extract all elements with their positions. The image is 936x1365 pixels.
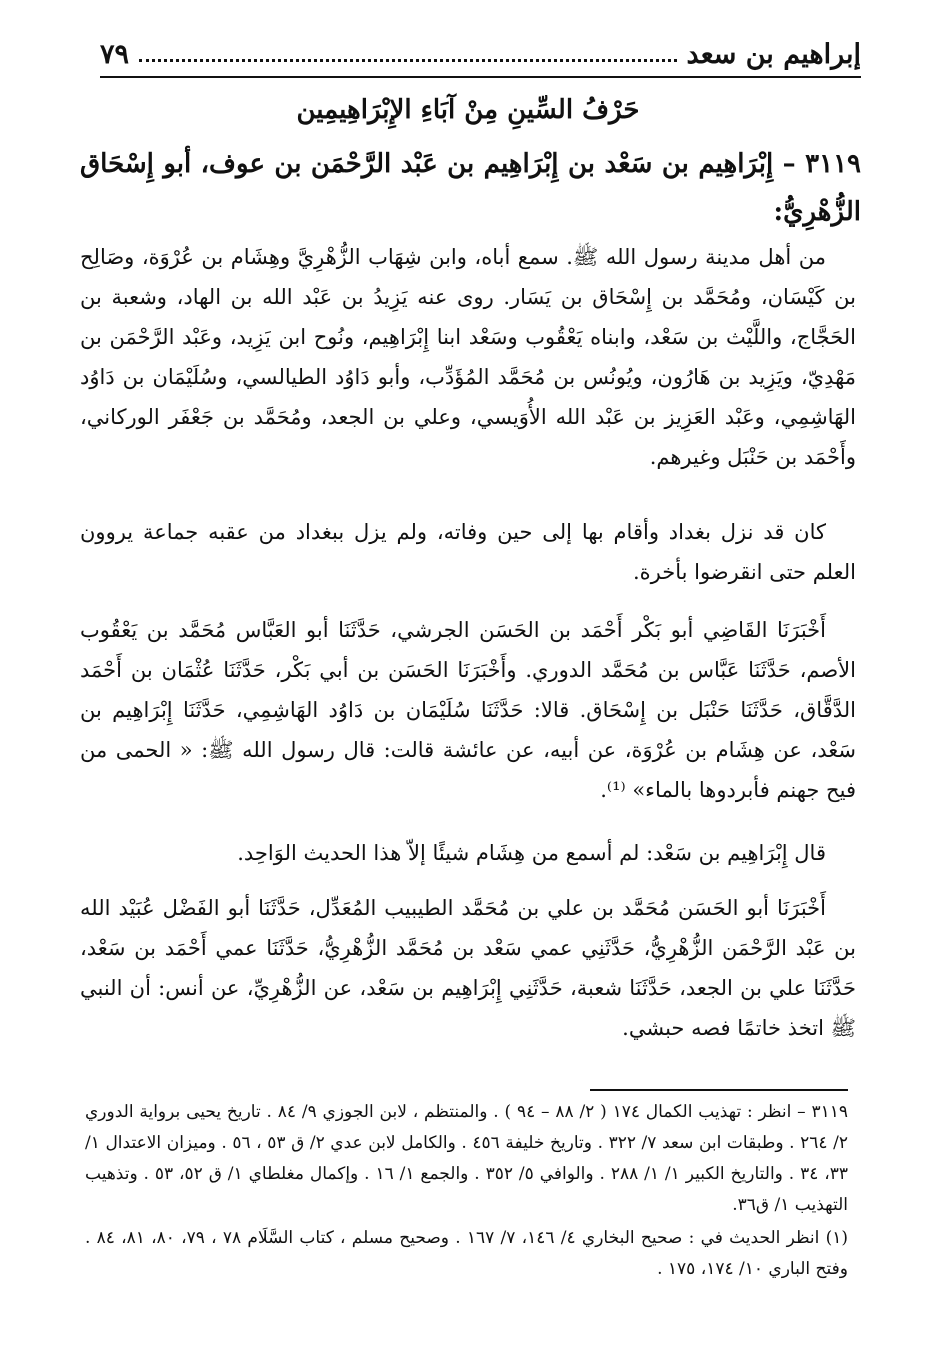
header-dot-leader — [139, 59, 677, 62]
running-header-title: إبراهيم بن سعد — [686, 39, 861, 70]
quote-paragraph — [80, 833, 856, 873]
entry-heading: ٣١١٩ – إِبْرَاهِيم بن سَعْد بن إِبْرَاهِيم بن عَبْد الرَّحْمَن بن عوف، أبو إِسْحَاق الزُّهْرِيُّ: — [80, 149, 861, 227]
paragraph-text: أَخْبَرَنَا القَاضِي أبو بَكْر أَحْمَد بن الحَسَن الجرشي، حَدَّثَنَا أبو العَبَّاس مُحَمَّد بن يَعْقُوب الأصم، حَدَّثَنَا عَبَّاس بن مُحَمَّد الدوري. وأَخْبَرَنَا الحَسَن بن أبي بَكْر، حَدَّثَنَا عُثْمَان بن أَحْمَد الدَّقَّاق، حَدَّثَنَا حَنْبَل بن إِسْحَاق. قالا: حَدَّثَنَا سُلَيْمَان بن دَاوُد الهَاشِمِي، حَدَّثَنَا إِبْرَاهِيم بن سَعْد، عن هِشَام بن عُرْوَة، عن أبيه، عن عائشة قالت: قال رسول الله ﷺ: « الحمى من فيح جهنم فأبردوها بالماء» ⁽¹⁾. — [80, 618, 856, 802]
footnotes — [85, 1097, 848, 1287]
paragraph-text: قال إِبْرَاهِيم بن سَعْد: لم أسمع من هِشَام شيئًا إلاّ هذا الحديث الوَاحِد. — [237, 841, 826, 865]
page-number: ٧٩ — [100, 39, 130, 70]
running-header — [100, 26, 861, 78]
footnote-hadith-references: (١) انظر الحديث في : صحيح البخاري ٤/ ١٤٦، ٧/ ١٦٧ . وصحيح مسلم ، كتاب السَّلَام ٧٨ ، ٧٩، ٨٠، ٨١، ٨٤ . وفتح الباري ١٠/ ١٧٤، ١٧٥ . — [85, 1228, 849, 1279]
paragraph-text: كان قد نزل بغداد وأقام بها إلى حين وفاته، ولم يزل ببغداد من عقبه جماعة يروون العلم حتى انقرضوا بأخرة. — [80, 520, 856, 584]
section-heading: حَرْفُ السِّينِ مِنْ آبَاءِ الإِبْرَاهِيمِين — [296, 95, 640, 125]
paragraph-text: من أهل مدينة رسول الله ﷺ. سمع أباه، وابن شِهَاب الزُّهْرِيَّ وهِشَام بن عُرْوَة، وصَالِح بن كَيْسَان، ومُحَمَّد بن إِسْحَاق بن يَسَار. روى عنه يَزِيدُ بن عَبْد الله بن الهاد، وشعبة بن الحَجَّاج، واللَّيْث بن سَعْد، وابناه يَعْقُوب وسَعْد ابنا إِبْرَاهِيم، ونُوح ابن يَزِيد، وعَبْد الرَّحْمَن بن مَهْدِيّ، ويَزِيد بن هَارُون، ويُونُس بن مُحَمَّد المُؤَدِّب، وأبو دَاوُد الطيالسي، وسُلَيْمَان بن دَاوُد الهَاشِمِي، وعَبْد العَزِيز بن عَبْد الله الأُوَيسي، وعلي بن الجعد، ومُحَمَّد بن جَعْفَر الوركاني، وأَحْمَد بن حَنْبَل وغيرهم. — [80, 245, 856, 469]
footnote-sources: ٣١١٩ – انظر : تهذيب الكمال ١٧٤ ( ٢/ ٨٨ – ٩٤ ) . والمنتظم ، لابن الجوزي ٩/ ٨٤ . تاريخ يحيى برواية الدوري ٢/ ٢٦٤ . وطبقات ابن سعد ٧/ ٣٢٢ . وتاريخ خليفة ٤٥٦ . والكامل لابن عدي ٢/ ق ٥٣ ، ٥٦ . وميزان الاعتدال ١/ ٣٣، ٣٤ . والتاريخ الكبير ١/ ١/ ٢٨٨ . والوافي ٥/ ٣٥٢ . والجمع ١/ ١٦ . وإكمال مغلطاي ١/ ق ٥٢، ٥٣ . وتذهيب التهذيب ١/ ق٣٦. — [85, 1102, 849, 1215]
hadith-paragraph — [80, 610, 856, 810]
footnote-divider — [590, 1089, 848, 1091]
residence-paragraph — [80, 512, 856, 592]
biography-paragraph — [80, 237, 856, 477]
paragraph-text: أَخْبَرَنَا أبو الحَسَن مُحَمَّد بن علي بن مُحَمَّد الطيبيب المُعَدِّل، حَدَّثَنَا أبو الفَضْل عُبَيْد الله بن عَبْد الرَّحْمَن الزُّهْرِيُّ، حَدَّثَنِي عمي سَعْد بن مُحَمَّد الزُّهْرِيُّ، حَدَّثَنَا عمي أَحْمَد بن سَعْد، حَدَّثَنَا علي بن الجعد، حَدَّثَنَا شعبة، حَدَّثَنِي إِبْرَاهِيم بن سَعْد، عن الزُّهْرِيِّ، عن أنس: أن النبي ﷺ اتخذ خاتمًا فصه حبشي. — [80, 896, 856, 1040]
second-hadith-paragraph — [80, 888, 856, 1048]
